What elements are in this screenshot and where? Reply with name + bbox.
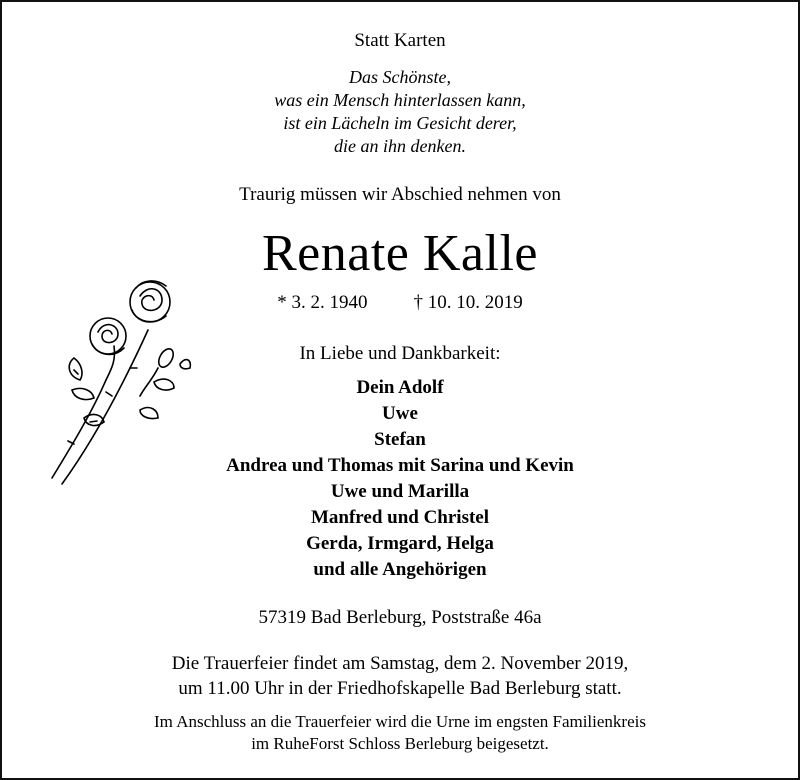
ceremony-line: um 11.00 Uhr in der Friedhofskapelle Bad Berleburg statt. (178, 678, 622, 699)
mourner-name: Manfred und Christel (310, 507, 490, 528)
poem-line: Das Schönste, (349, 67, 451, 87)
burial-line: Im Anschluss an die Trauerfeier wird die Urne im engsten Familienkreis (154, 712, 646, 731)
dedication-text: In Liebe und Dankbarkeit: (299, 343, 501, 364)
poem-line: was ein Mensch hinterlassen kann, (274, 90, 526, 110)
mourner-name: Uwe und Marilla (330, 481, 470, 502)
address: 57319 Bad Berleburg, Poststraße 46a (258, 607, 542, 628)
poem-line: ist ein Lächeln im Gesicht derer, (283, 113, 517, 133)
deceased-name: Renate Kalle (262, 225, 538, 282)
intro-text: Traurig müssen wir Abschied nehmen von (239, 184, 561, 205)
burial-line: im RuheForst Schloss Berleburg beigesetzt. (251, 734, 549, 753)
mourner-name: Gerda, Irmgard, Helga (306, 533, 494, 554)
mourner-name: Andrea und Thomas mit Sarina und Kevin (226, 455, 574, 476)
ceremony-line: Die Trauerfeier findet am Samstag, dem 2. November 2019, (171, 653, 629, 674)
poem-line: die an ihn denken. (334, 136, 466, 156)
notice-header: Statt Karten (354, 30, 446, 51)
birth-date: * 3. 2. 1940 (277, 292, 368, 313)
mourner-name: Dein Adolf (356, 377, 444, 398)
mourner-name: Uwe (382, 403, 418, 424)
mourner-name: Stefan (374, 429, 426, 450)
death-date: † 10. 10. 2019 (413, 292, 523, 313)
mourner-name: und alle Angehörigen (313, 559, 487, 580)
